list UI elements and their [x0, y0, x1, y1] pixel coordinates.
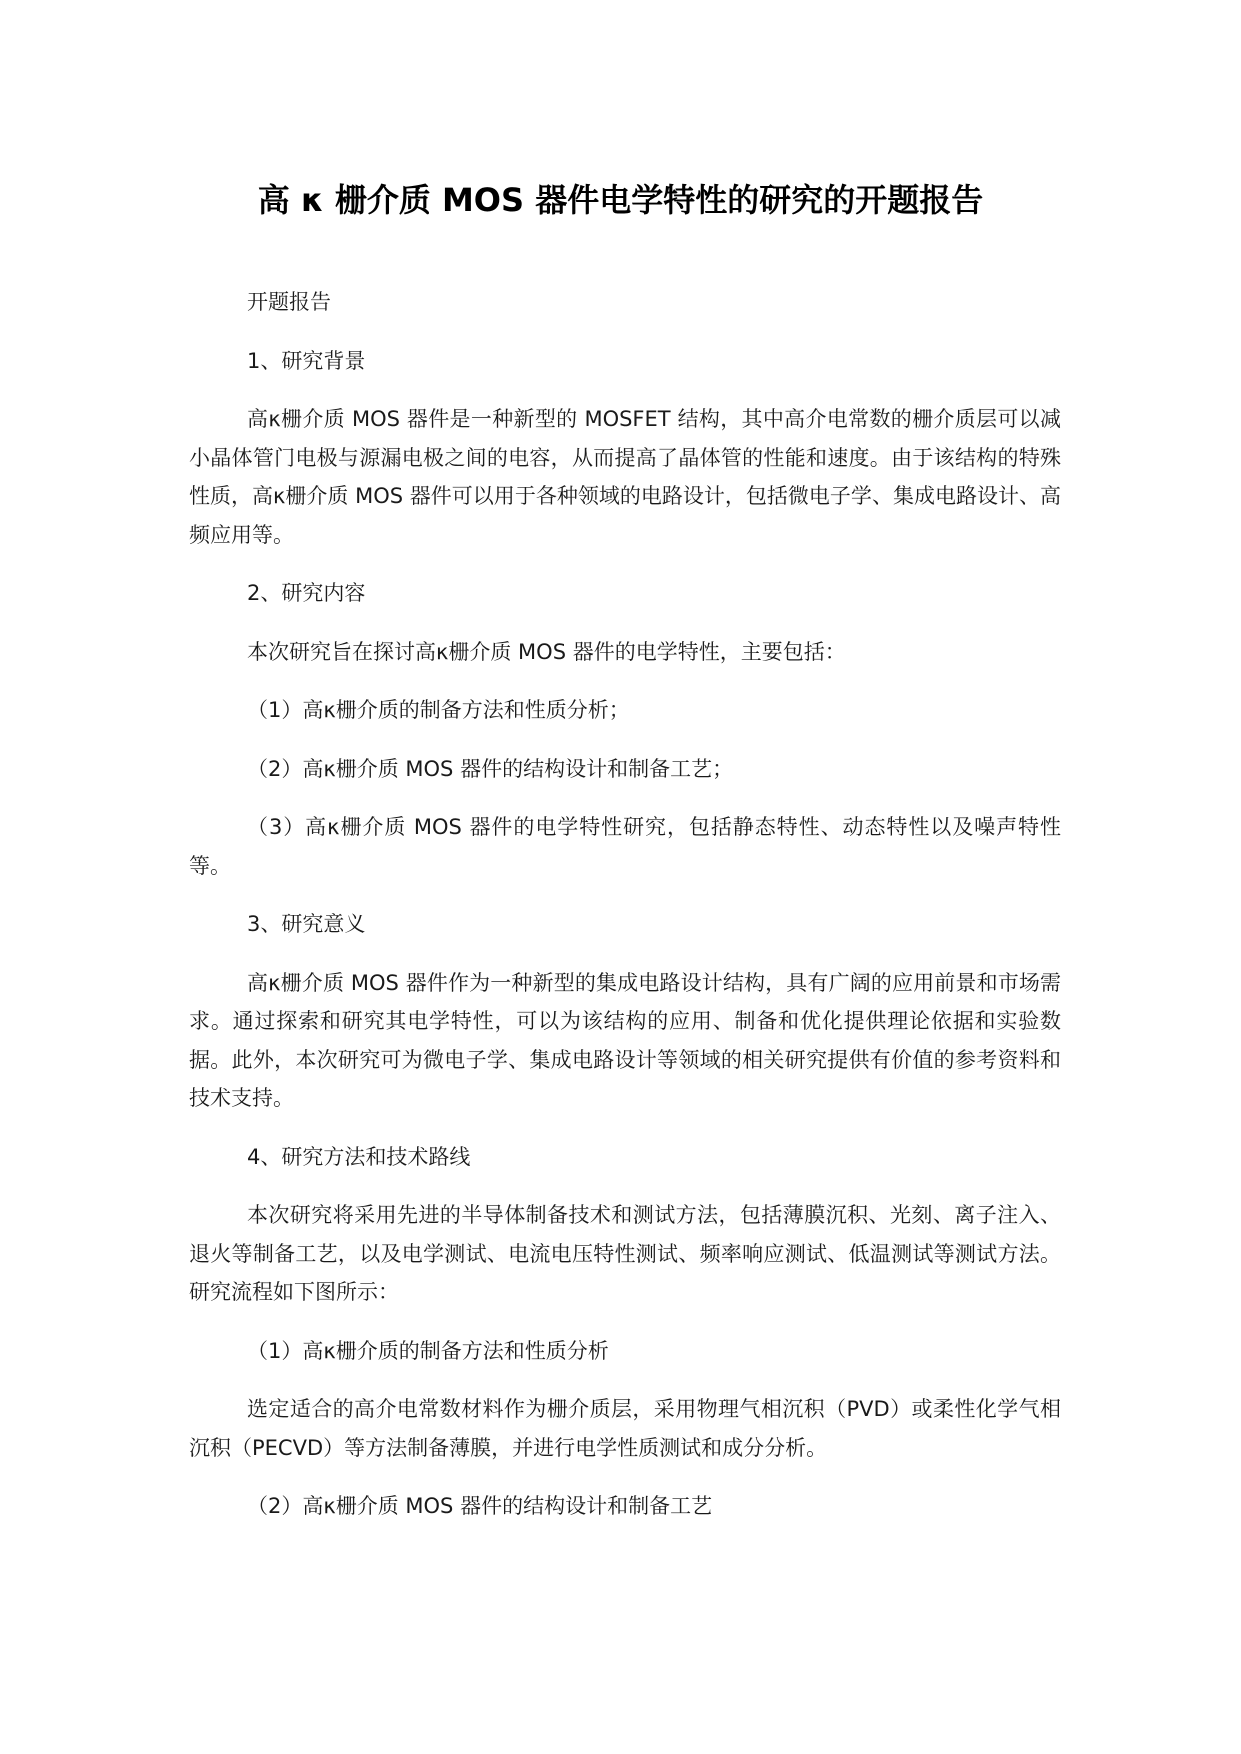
list-item: （1）高κ栅介质的制备方法和性质分析 — [247, 1338, 609, 1363]
body-paragraph: 高κ栅介质 MOS 器件是一种新型的 MOSFET 结构，其中高介电常数的栅介质层可以减小晶体管门电极与源漏电极之间的电容，从而提高了晶体管的性能和速度。由于该结构的特殊性质，高κ栅介质 MOS 器件可以用于各种领域的电路设计，包括微电子学、集成电路设计、高频应用等。 — [189, 407, 1061, 547]
body-paragraph: 选定适合的高介电常数材料作为栅介质层，采用物理气相沉积（PVD）或柔性化学气相沉积（PECVD）等方法制备薄膜，并进行电学性质测试和成分分析。 — [189, 1397, 1061, 1460]
document-body — [189, 283, 1061, 1546]
section-heading: 3、研究意义 — [247, 912, 366, 936]
list-item: （3）高κ栅介质 MOS 器件的电学特性研究，包括静态特性、动态特性以及噪声特性等。 — [189, 815, 1061, 878]
section-label: 开题报告 — [247, 290, 331, 314]
body-paragraph: 本次研究旨在探讨高κ栅介质 MOS 器件的电学特性，主要包括： — [247, 639, 846, 664]
list-item: （2）高κ栅介质 MOS 器件的结构设计和制备工艺 — [247, 1494, 713, 1518]
body-paragraph: 本次研究将采用先进的半导体制备技术和测试方法，包括薄膜沉积、光刻、离子注入、退火等制备工艺，以及电学测试、电流电压特性测试、频率响应测试、低温测试等测试方法。研究流程如下图所示： — [189, 1203, 1061, 1304]
document-title: 高 κ 栅介质 MOS 器件电学特性的研究的开题报告 — [257, 181, 984, 219]
section-heading: 4、研究方法和技术路线 — [247, 1144, 471, 1169]
section-heading: 2、研究内容 — [247, 581, 366, 605]
list-item: （2）高κ栅介质 MOS 器件的结构设计和制备工艺； — [247, 756, 734, 781]
body-paragraph: 高κ栅介质 MOS 器件作为一种新型的集成电路设计结构，具有广阔的应用前景和市场需求。通过探索和研究其电学特性，可以为该结构的应用、制备和优化提供理论依据和实验数据。此外，本次研究可为微电子学、集成电路设计等领域的相关研究提供有价值的参考资料和技术支持。 — [189, 970, 1061, 1110]
section-heading: 1、研究背景 — [247, 348, 366, 373]
list-item: （1）高κ栅介质的制备方法和性质分析； — [247, 698, 630, 722]
